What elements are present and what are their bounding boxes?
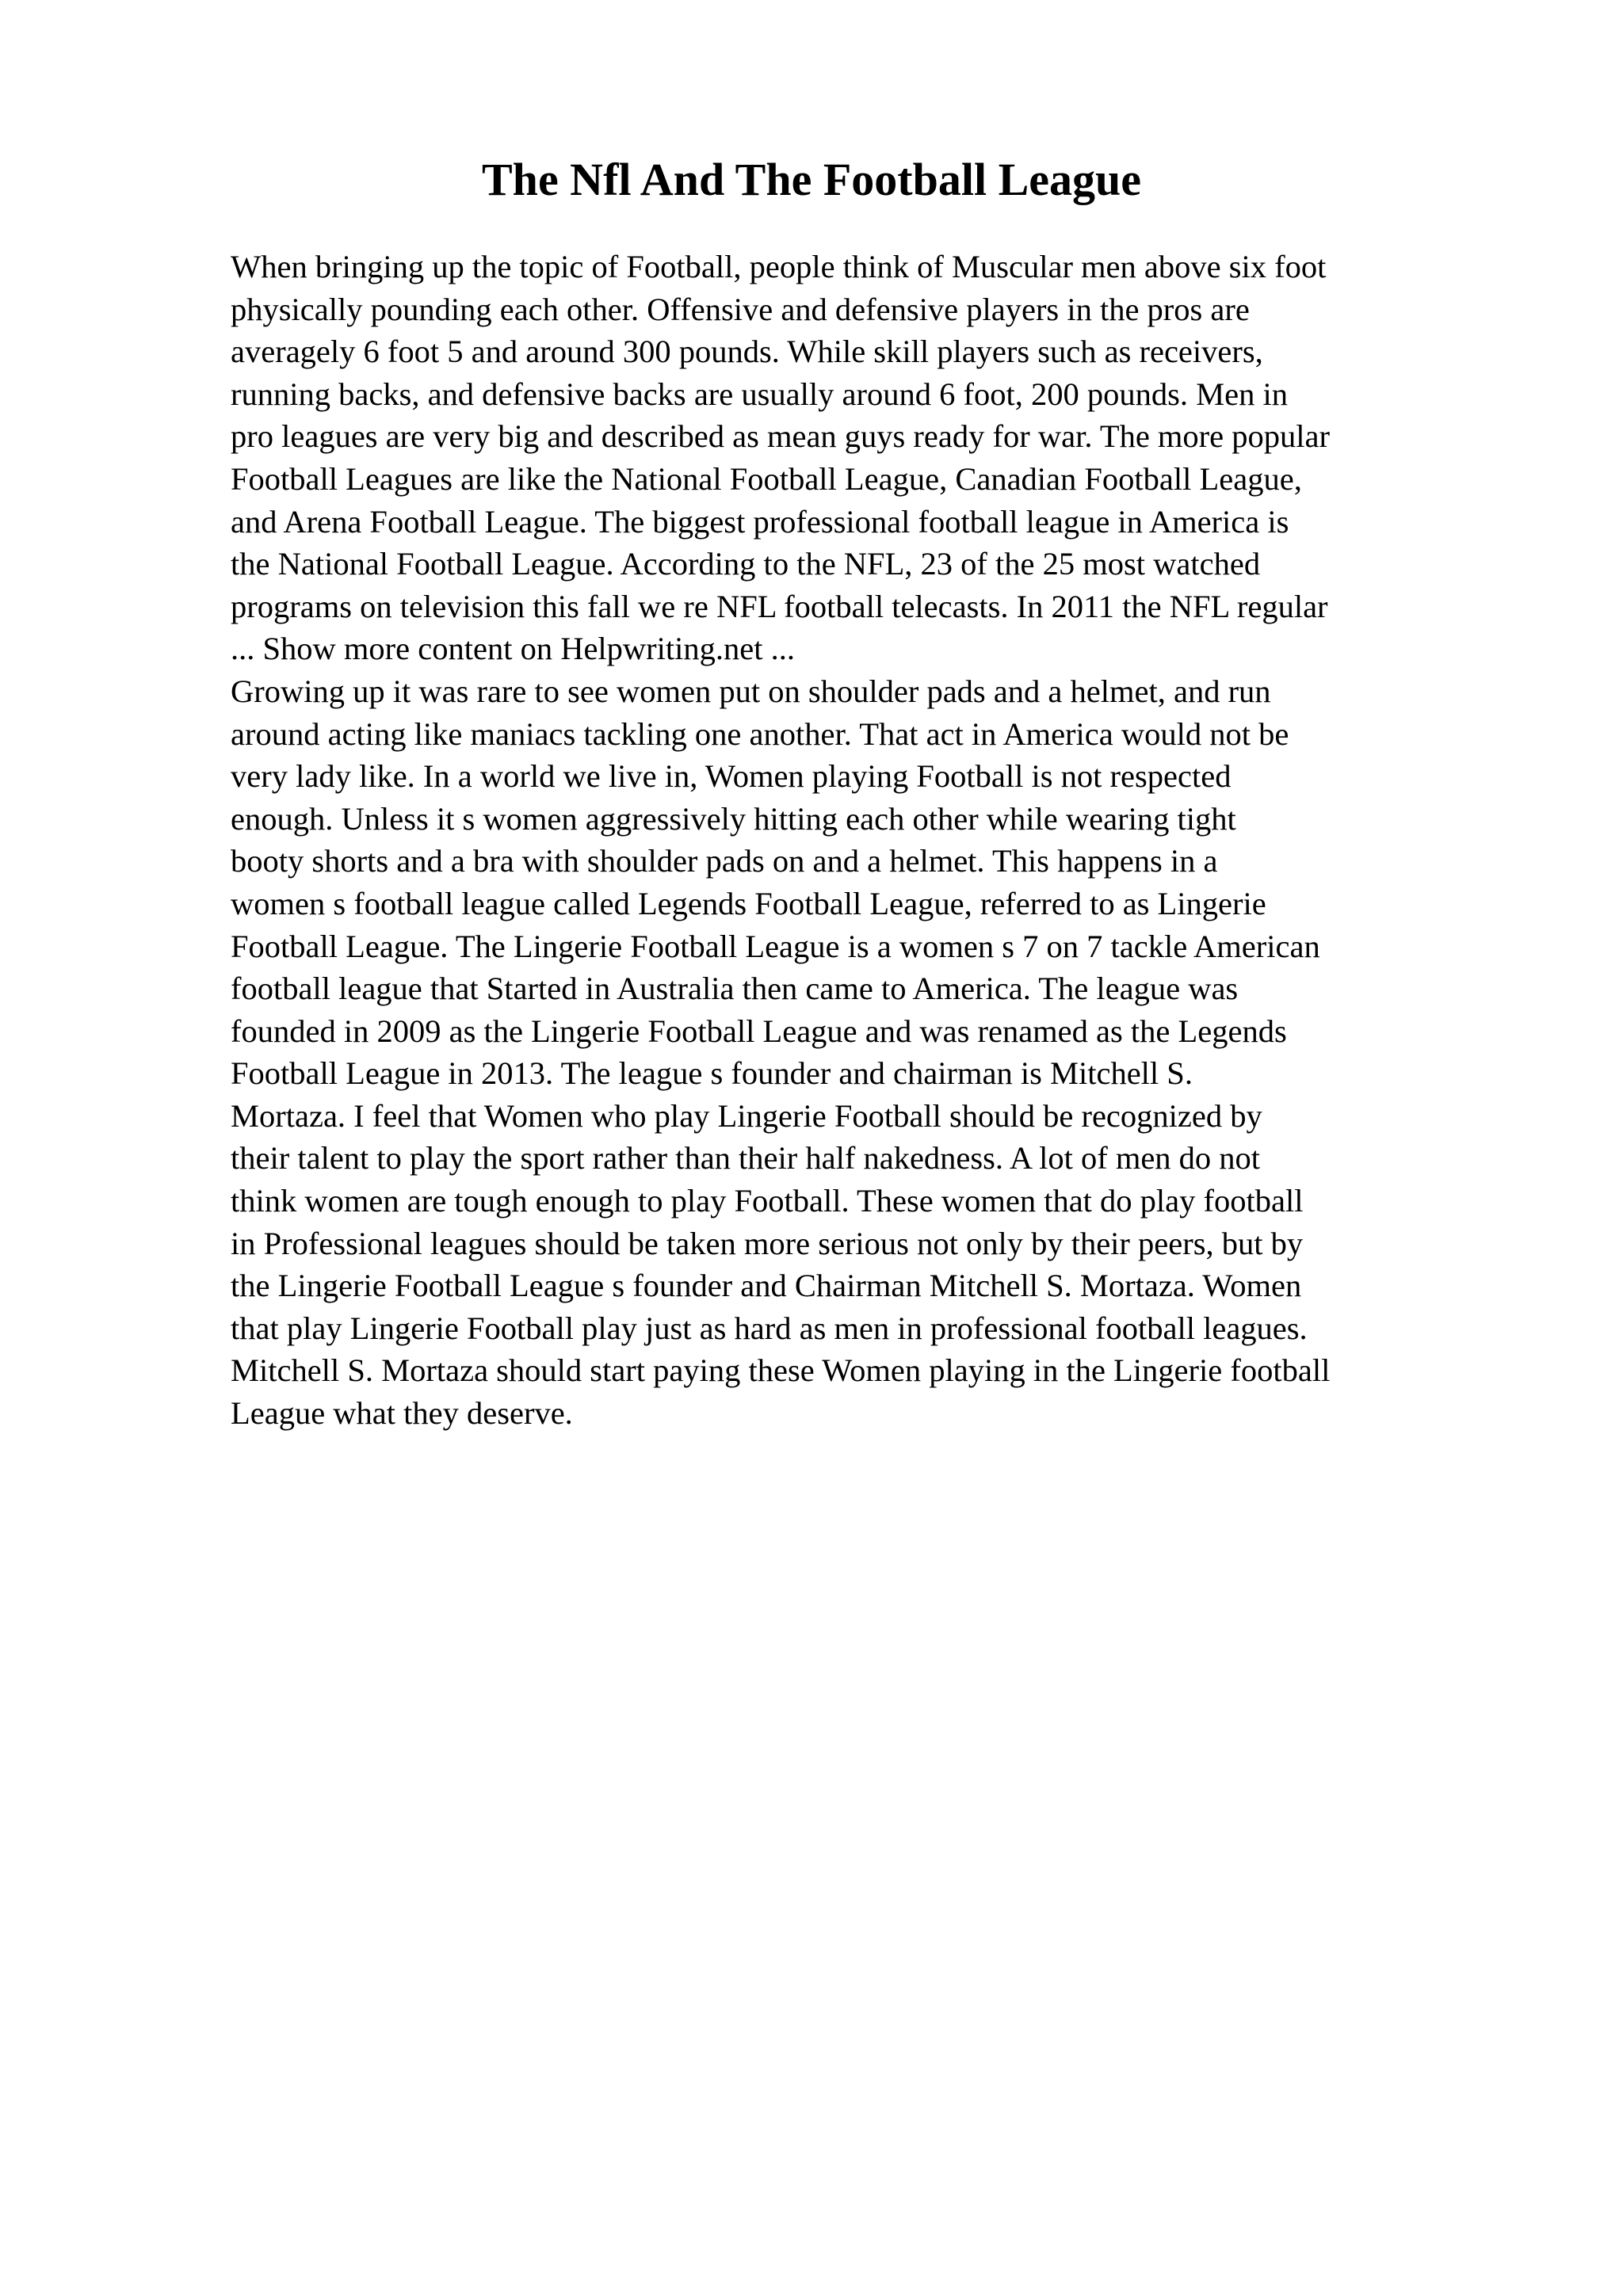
body-line: booty shorts and a bra with shoulder pads on and a helmet. This happens in a [231, 843, 1218, 879]
body-line: and Arena Football League. The biggest professional football league in America is [231, 503, 1289, 540]
body-line: Football League in 2013. The league s founder and chairman is Mitchell S. [231, 1055, 1193, 1092]
body-line: League what they deserve. [231, 1395, 573, 1432]
body-line: When bringing up the topic of Football, people think of Muscular men above six foot [231, 249, 1327, 284]
body-line: founded in 2009 as the Lingerie Football League and was renamed as the Legends [231, 1013, 1287, 1049]
body-line: the Lingerie Football League s founder and Chairman Mitchell S. Mortaza. Women [231, 1268, 1302, 1304]
body-line: in Professional leagues should be taken more serious not only by their peers, but by [231, 1225, 1304, 1261]
body-line: programs on television this fall we re NFL football telecasts. In 2011 the NFL regular [231, 588, 1328, 624]
body-line: women s football league called Legends Football League, referred to as Lingerie [231, 885, 1266, 921]
body-line: around acting like maniacs tackling one another. That act in America would not be [231, 715, 1289, 752]
body-line: pro leagues are very big and described as mean guys ready for war. The more popular [231, 418, 1330, 455]
body-line: Football League. The Lingerie Football League is a women s 7 on 7 tackle American [231, 928, 1320, 964]
document-title: The Nfl And The Football League [482, 154, 1141, 205]
document-body [231, 246, 1514, 1435]
body-line: Football Leagues are like the National Football League, Canadian Football League, [231, 460, 1302, 497]
body-line: Mitchell S. Mortaza should start paying these Women playing in the Lingerie football [231, 1352, 1331, 1389]
body-line: enough. Unless it s women aggressively hitting each other while wearing tight [231, 800, 1236, 837]
body-line: the National Football League. According to the NFL, 23 of the 25 most watched [231, 546, 1261, 582]
body-line: Growing up it was rare to see women put on shoulder pads and a helmet, and run [231, 673, 1271, 709]
body-line: very lady like. In a world we live in, Women playing Football is not respected [231, 758, 1232, 795]
body-line: physically pounding each other. Offensive and defensive players in the pros are [231, 291, 1250, 327]
body-line: running backs, and defensive backs are usually around 6 foot, 200 pounds. Men in [231, 376, 1288, 412]
body-line: think women are tough enough to play Football. These women that do play football [231, 1183, 1304, 1219]
body-line: their talent to play the sport rather than their half nakedness. A lot of men do not [231, 1140, 1261, 1177]
body-line: Mortaza. I feel that Women who play Lingerie Football should be recognized by [231, 1097, 1262, 1134]
body-line: football league that Started in Australia then came to America. The league was [231, 971, 1239, 1007]
body-line: averagely 6 foot 5 and around 300 pounds. While skill players such as receivers, [231, 334, 1263, 370]
body-line: that play Lingerie Football play just as hard as men in professional football leagues. [231, 1310, 1308, 1346]
show-more-line: ... Show more content on Helpwriting.net ... [231, 631, 796, 667]
